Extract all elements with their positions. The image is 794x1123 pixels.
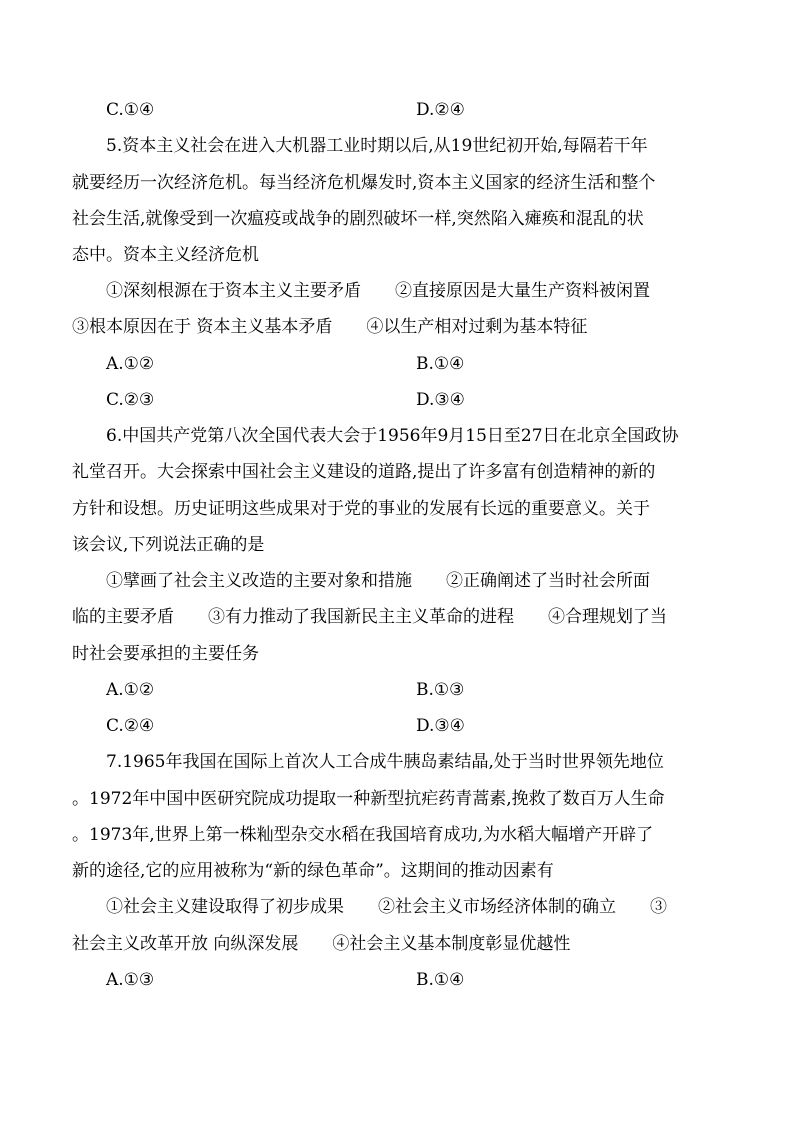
q5-option-b[interactable]: B.①④ [416, 354, 465, 374]
q5-option-d[interactable]: D.③④ [416, 390, 465, 410]
q5-stem-line: 5.资本主义社会在进入大机器工业时期以后,从19世纪初开始,每隔若干年 [106, 136, 648, 156]
q6-stem-line: 方针和设想。历史证明这些成果对于党的事业的发展有长远的重要意义。关于 [72, 499, 650, 519]
q5-stem-line: 社会生活,就像受到一次瘟疫或战争的剧烈破坏一样,突然陷入瘫痪和混乱的状 [72, 209, 644, 229]
q5-stem-line: 就要经历一次经济危机。每当经济危机爆发时,资本主义国家的经济生活和整个 [72, 173, 656, 193]
q7-stem-line: 。1973年,世界上第一株籼型杂交水稻在我国培育成功,为水稻大幅增产开辟了 [72, 825, 654, 845]
q6-stem-line: 礼堂召开。大会探索中国社会主义建设的道路,提出了许多富有创造精神的新的 [72, 462, 656, 482]
q7-statement-line: ①社会主义建设取得了初步成果 ②社会主义市场经济体制的确立 ③ [106, 897, 667, 917]
q6-stem-line: 6.中国共产党第八次全国代表大会于1956年9月15日至27日在北京全国政协 [106, 426, 679, 446]
q6-statement-line: 临的主要矛盾 ③有力推动了我国新民主主义革命的进程 ④合理规划了当 [72, 607, 667, 627]
q7-option-b[interactable]: B.①④ [416, 970, 465, 990]
q7-statement-line: 社会主义改革开放 向纵深发展 ④社会主义基本制度彰显优越性 [72, 934, 571, 954]
q6-option-a[interactable]: A.①② [106, 680, 155, 700]
q6-statement-line: ①擘画了社会主义改造的主要对象和措施 ②正确阐述了当时社会所面 [106, 571, 650, 591]
q7-option-a[interactable]: A.①③ [106, 970, 155, 990]
q5-option-a[interactable]: A.①② [106, 354, 155, 374]
q7-stem-line: 7.1965年我国在国际上首次人工合成牛胰岛素结晶,处于当时世界领先地位 [106, 752, 664, 772]
q6-option-d[interactable]: D.③④ [416, 716, 465, 736]
q6-statement-line: 时社会要承担的主要任务 [72, 644, 259, 664]
q5-stem-line: 态中。资本主义经济危机 [72, 245, 259, 265]
q4-option-d[interactable]: D.②④ [416, 100, 465, 120]
q5-option-c[interactable]: C.②③ [106, 390, 155, 410]
q6-stem-line: 该会议,下列说法正确的是 [72, 535, 265, 555]
q5-statement-line: ①深刻根源在于资本主义主要矛盾 ②直接原因是大量生产资料被闲置 [106, 281, 650, 301]
q7-stem-line: 新的途径,它的应用被称为“新的绿色革命”。这期间的推动因素有 [72, 861, 554, 881]
q4-option-c[interactable]: C.①④ [106, 100, 155, 120]
q5-statement-line: ③根本原因在于 资本主义基本矛盾 ④以生产相对过剩为基本特征 [72, 317, 588, 337]
q6-option-b[interactable]: B.①③ [416, 680, 465, 700]
q7-stem-line: 。1972年中国中医研究院成功提取一种新型抗疟药青蒿素,挽救了数百万人生命 [72, 789, 665, 809]
q6-option-c[interactable]: C.②④ [106, 716, 155, 736]
